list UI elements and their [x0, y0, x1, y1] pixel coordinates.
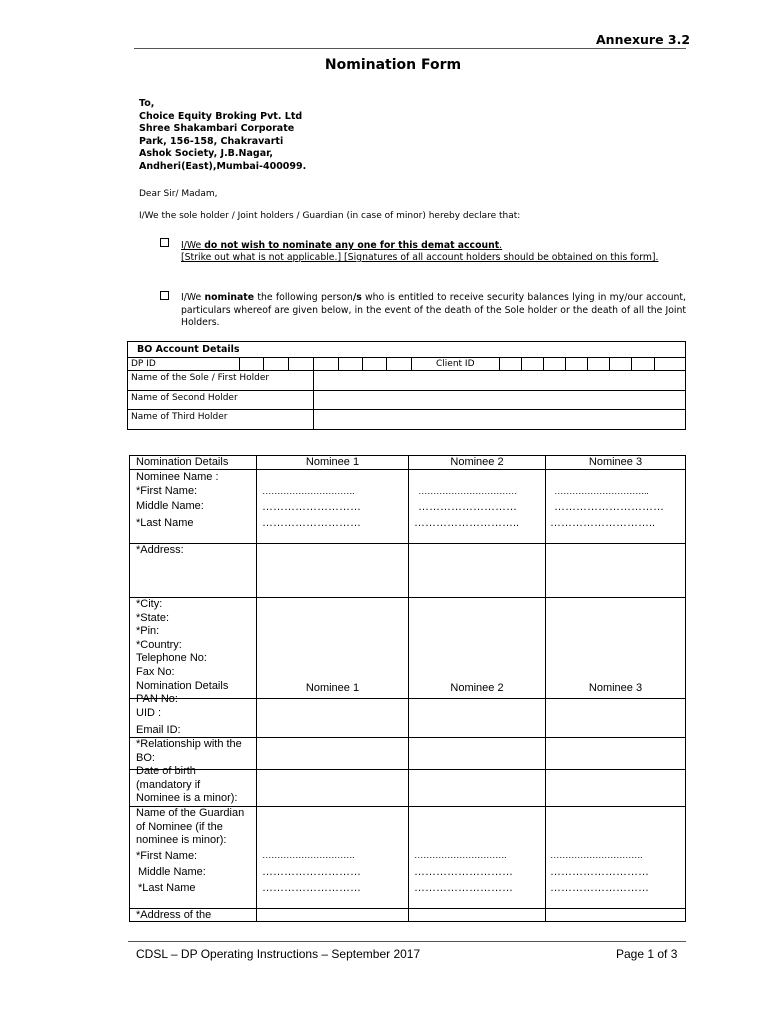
- first-name-label: *First Name:: [136, 484, 198, 497]
- guardian-last-name-label: *Last Name: [138, 882, 196, 894]
- guardian-2-middle-name-field[interactable]: ………………………: [414, 866, 513, 878]
- nominee-2-header: Nominee 2: [450, 456, 504, 468]
- option2-mid: the following person: [254, 292, 353, 303]
- guardian-2-first-name-field[interactable]: ………………………….: [414, 850, 507, 861]
- nominee-2-last-name-field[interactable]: ………………………..: [414, 517, 520, 529]
- nominee-3-middle-name-field[interactable]: …………………………: [554, 501, 664, 513]
- middle-name-label: Middle Name:: [136, 500, 204, 512]
- salutation: Dear Sir/ Madam,: [139, 189, 218, 199]
- nominee-1-header-2: Nominee 1: [305, 682, 360, 694]
- guardian-line1: Name of the Guardian: [136, 807, 245, 819]
- guardian-line3: nominee is minor):: [136, 834, 227, 847]
- fax-label: Fax No:: [136, 665, 175, 678]
- state-label: *State:: [136, 611, 170, 624]
- third-holder-label: Name of Third Holder: [131, 412, 228, 422]
- page-title: Nomination Form: [324, 57, 462, 73]
- nominee-table: [129, 455, 686, 922]
- contact-labels: [136, 598, 228, 720]
- telephone-label: Telephone No:: [136, 652, 207, 665]
- guardian-first-name-label: *First Name:: [136, 850, 198, 862]
- address-line: Park, 156-158, Chakravarti: [139, 135, 284, 147]
- relationship-line2: BO:: [136, 751, 155, 764]
- bo-table-title: BO Account Details: [137, 344, 240, 355]
- city-label: *City:: [136, 598, 163, 610]
- guardian-2-last-name-field[interactable]: ………………………: [414, 882, 513, 894]
- relationship-label: [136, 738, 242, 765]
- nomination-details-header-2: Nomination Details: [136, 679, 229, 692]
- option-nominate: [181, 292, 686, 330]
- guardian-3-middle-name-field[interactable]: ………………………: [550, 866, 649, 878]
- relationship-line1: *Relationship with the: [136, 738, 242, 750]
- guardian-label: [136, 807, 244, 848]
- address-line: Andheri(East),Mumbai-400099.: [139, 160, 307, 172]
- option2-suffix: who is entitled to receive security balances lying in my/our account, particulars whereof are given below, in the event of the death of the Sole holder or the death of all the Joint Holders.: [181, 292, 687, 328]
- guardian-3-last-name-field[interactable]: ………………………: [550, 882, 649, 894]
- second-holder-label: Name of Second Holder: [131, 393, 238, 403]
- nominate-checkbox[interactable]: [160, 291, 169, 300]
- guardian-1-last-name-field[interactable]: ………………………: [262, 882, 361, 894]
- option2-prefix: I/We: [181, 292, 205, 303]
- guardian-1-first-name-field[interactable]: ………………………….: [262, 850, 355, 861]
- guardian-line2: of Nominee (if the: [136, 820, 223, 833]
- nominee-3-last-name-field[interactable]: ………………………..: [550, 517, 656, 529]
- annexure-label: Annexure 3.2: [596, 32, 691, 47]
- nominee-1-middle-name-field[interactable]: ………………………: [262, 501, 361, 513]
- nominee-name-label: [136, 471, 219, 498]
- header-divider: [134, 48, 686, 49]
- recipient-address: [139, 98, 306, 173]
- nominee-2-first-name-field[interactable]: ……………………………: [418, 486, 517, 497]
- nominee-3-header: Nominee 3: [588, 456, 643, 468]
- option1-bold: do not wish to nominate any one for this demat account: [204, 240, 500, 251]
- address-line: To,: [139, 98, 155, 109]
- first-holder-label: Name of the Sole / First Holder: [131, 373, 270, 383]
- option1-note: [Strike out what is not applicable.] [Signatures of all account holders should be obtained on this form].: [181, 252, 659, 263]
- dob-line1: Date of birth: [136, 765, 196, 777]
- nominee-3-first-name-field[interactable]: …………………………..: [554, 486, 649, 497]
- address-label: *Address:: [136, 544, 184, 556]
- nomination-details-header: Nomination Details: [136, 456, 229, 468]
- guardian-middle-name-label: Middle Name:: [138, 866, 206, 878]
- dob-line2: (mandatory if: [136, 778, 201, 791]
- option2-bold1: nominate: [204, 292, 255, 303]
- guardian-address-label: *Address of the: [136, 909, 212, 921]
- nominee-1-header: Nominee 1: [305, 456, 360, 468]
- pin-label: *Pin:: [136, 625, 160, 638]
- footer-divider: [128, 941, 686, 942]
- uid-label: UID :: [136, 706, 162, 719]
- dp-id-label: DP ID: [131, 359, 156, 369]
- option-no-nomination: [181, 240, 659, 264]
- nominee-3-header-2: Nominee 3: [588, 682, 643, 694]
- address-line: Ashok Society, J.B.Nagar,: [139, 148, 273, 159]
- declaration-text: I/We the sole holder / Joint holders / Guardian (in case of minor) hereby declare that:: [139, 211, 521, 221]
- pan-label: PAN No:: [136, 693, 178, 706]
- nominee-2-middle-name-field[interactable]: ………………………: [418, 501, 517, 513]
- guardian-1-middle-name-field[interactable]: ………………………: [262, 866, 361, 878]
- email-label: Email ID:: [136, 724, 181, 736]
- country-label: *Country:: [136, 638, 182, 651]
- nominee-1-first-name-field[interactable]: ………………………….: [262, 486, 355, 497]
- address-line: Shree Shakambari Corporate: [139, 123, 295, 134]
- nominee-2-header-2: Nominee 2: [450, 682, 504, 694]
- client-id-label: Client ID: [436, 359, 475, 369]
- nominee-name-heading: Nominee Name :: [136, 471, 219, 483]
- footer-left-text: CDSL – DP Operating Instructions – September 2017: [136, 947, 421, 961]
- address-line: Choice Equity Broking Pvt. Ltd: [139, 110, 303, 122]
- last-name-label: *Last Name: [136, 517, 194, 529]
- option2-bold2: /s: [352, 292, 362, 303]
- dob-label: [136, 765, 237, 806]
- nominee-1-last-name-field[interactable]: ………………………: [262, 517, 361, 529]
- option1-prefix: I/We: [181, 240, 205, 251]
- page-number: Page 1 of 3: [616, 947, 678, 961]
- dob-line3: Nominee is a minor):: [136, 792, 238, 805]
- guardian-3-first-name-field[interactable]: ………………………….: [550, 850, 643, 861]
- no-nomination-checkbox[interactable]: [160, 238, 169, 247]
- option1-suffix: .: [499, 240, 503, 251]
- bo-account-table: [127, 341, 686, 430]
